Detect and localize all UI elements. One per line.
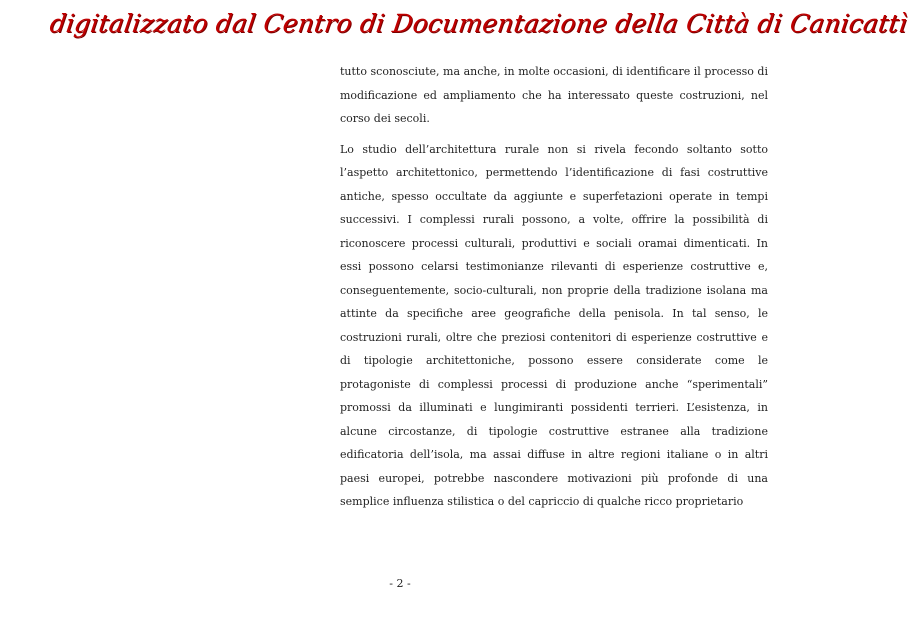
paragraph-rural-architecture: Lo studio dell’architettura rurale non si rivela fecondo soltanto sotto l’aspetto architettonico, permettendo l’identificazione di fasi costruttive antiche, spesso occultate da aggiunte e superfetazioni operate in tempi successivi. I complessi rurali possono, a volte, offrire la possibilità di riconoscere processi culturali, produttivi e sociali oramai dimenticati. In essi possono celarsi testimonianze rilevanti di esperienze costruttive e, conseguentemente, socio-culturali, non proprie della tradizione isolana ma attinte da specifiche aree geografiche della penisola. In tal senso, le costruzioni rurali, oltre che preziosi contenitori di esperienze costruttive e di tipologie architettoniche, possono essere considerate come le protagoniste di complessi processi di produzione anche “sperimentali” promossi da illuminati e lungimiranti possidenti terrieri. L’esistenza, in alcune circostanze, di tipologie costruttive estranee alla tradizione edificatoria dell’isola, ma assai diffuse in altre regioni italiane o in altri paesi europei, potrebbe nascondere motivazioni più profonde di una semplice influenza stilistica o del capriccio di qualche ricco proprietario — [340, 142, 768, 508]
body-text — [340, 60, 768, 514]
paragraph-continuation: tutto sconosciute, ma anche, in molte occasioni, di identificare il processo di modificazione ed ampliamento che ha interessato queste costruzioni, nel corso dei secoli. — [340, 65, 768, 125]
digitization-watermark: digitalizzato dal Centro di Documentazione della Città di Canicattì — [48, 9, 910, 38]
page-number: - 2 - — [389, 577, 411, 590]
